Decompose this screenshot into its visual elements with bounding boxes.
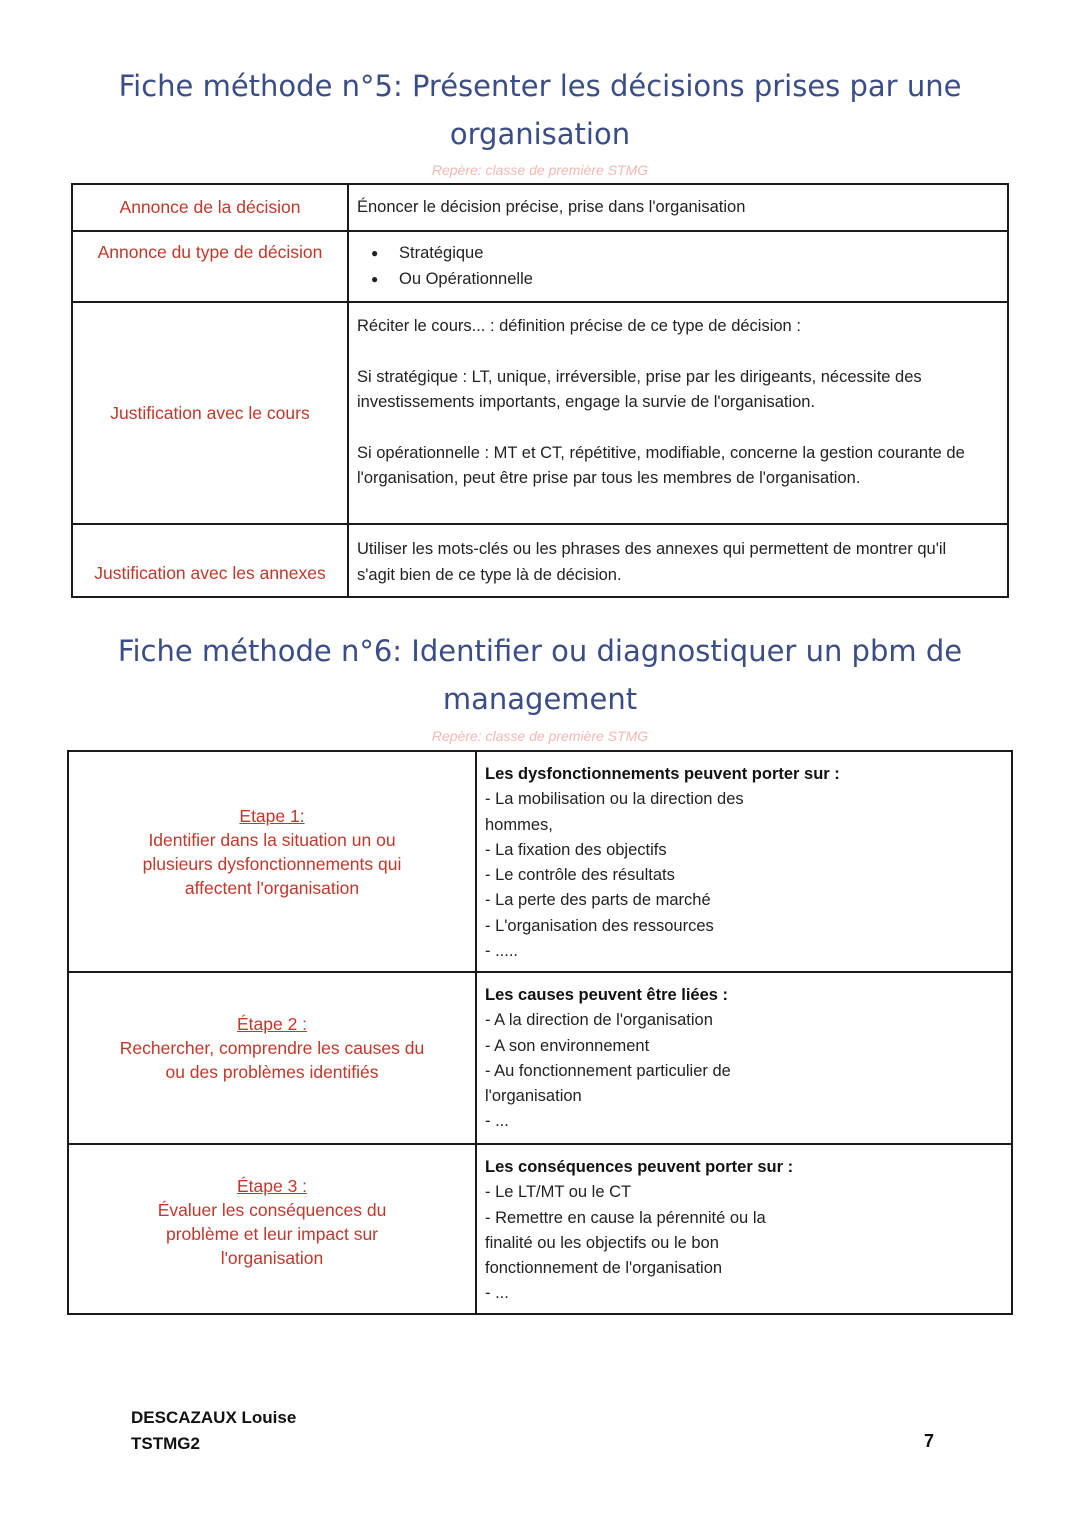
- section5-title-line2: organisation: [449, 117, 631, 151]
- table-row: [72, 524, 1008, 597]
- list-item: - .....: [485, 942, 518, 961]
- table-row: [72, 184, 1008, 231]
- section5-table: [71, 183, 1009, 598]
- step-heading: Etape 1:: [239, 805, 305, 826]
- row-text: Utiliser les mots-clés ou les phrases des annexes qui permettent de montrer qu'il s'agit bien de ce type là de décision.: [348, 524, 1008, 597]
- table-row: [68, 751, 1012, 972]
- list-item: - Le LT/MT ou le CT: [485, 1183, 632, 1202]
- row-label: Justification avec les annexes: [72, 524, 348, 597]
- row-label: Justification avec le cours: [72, 302, 348, 524]
- footer-author: DESCAZAUX Louise: [131, 1408, 297, 1427]
- list-item: - La perte des parts de marché: [485, 891, 711, 910]
- step-details: [476, 1144, 1012, 1314]
- step-details: [476, 972, 1012, 1144]
- list-item: - A son environnement: [485, 1036, 650, 1055]
- row-text: Énoncer le décision précise, prise dans l'organisation: [348, 184, 1008, 231]
- paragraph: Réciter le cours... : définition précise de ce type de décision :: [357, 317, 801, 335]
- decision-type-list: [357, 241, 987, 292]
- step-body: Rechercher, comprendre les causes du ou des problèmes identifiés: [119, 1038, 425, 1082]
- section6-table: [67, 750, 1013, 1315]
- list-item: - Remettre en cause la pérennité ou la finalité ou les objectifs ou le bon fonctionnement de l'organisation: [485, 1208, 766, 1278]
- list-item: - Le contrôle des résultats: [485, 866, 675, 885]
- section6-subtitle: Repère: classe de première STMG: [431, 728, 649, 744]
- section5-title-line1: Fiche méthode n°5: Présenter les décisions prises par une: [118, 69, 962, 103]
- step-label: [68, 972, 476, 1144]
- paragraph: Si stratégique : LT, unique, irréversible, prise par les dirigeants, nécessite des investissements importants, engage la survie de l'organisation.: [357, 367, 922, 411]
- table-row: [72, 231, 1008, 302]
- footer-class: TSTMG2: [131, 1434, 200, 1453]
- row-label: Annonce du type de décision: [72, 231, 348, 302]
- list-item: ● Ou Opérationnelle: [399, 267, 987, 293]
- row-text: [348, 302, 1008, 524]
- paragraph: Si opérationnelle : MT et CT, répétitive, modifiable, concerne la gestion courante de l'organisation, peut être prise par tous les membres de l'organisation.: [357, 443, 965, 487]
- table-row: [68, 1144, 1012, 1314]
- step-body: Évaluer les conséquences du problème et leur impact sur l'organisation: [157, 1199, 387, 1268]
- step-label: [68, 1144, 476, 1314]
- list-item: - Au fonctionnement particulier de l'organisation: [485, 1061, 731, 1106]
- list-item: - ...: [485, 1112, 509, 1131]
- step-body: Identifier dans la situation un ou plusieurs dysfonctionnements qui affectent l'organisation: [142, 829, 402, 898]
- table-row: [68, 972, 1012, 1144]
- section6-title-line1: Fiche méthode n°6: Identifier ou diagnostiquer un pbm de: [117, 634, 963, 668]
- list-title: Les conséquences peuvent porter sur :: [485, 1158, 794, 1176]
- step-heading: Étape 2 :: [236, 1014, 308, 1034]
- list-item: - La fixation des objectifs: [485, 840, 667, 859]
- list-title: Les causes peuvent être liées :: [485, 986, 729, 1004]
- list-item: ● Stratégique: [399, 241, 987, 267]
- list-item: - A la direction de l'organisation: [485, 1011, 713, 1030]
- list-item: - La mobilisation ou la direction des hommes,: [485, 790, 744, 834]
- step-heading: Étape 3 :: [236, 1175, 308, 1196]
- row-label: Annonce de la décision: [72, 184, 348, 231]
- section5-subtitle: Repère: classe de première STMG: [431, 162, 649, 178]
- row-text: [348, 231, 1008, 302]
- section6-title-line2: management: [442, 682, 638, 716]
- step-details: [476, 751, 1012, 972]
- page-number: 7: [924, 1431, 935, 1451]
- table-row: [72, 302, 1008, 524]
- list-item: - ...: [485, 1284, 509, 1303]
- step-label: [68, 751, 476, 972]
- list-title: Les dysfonctionnements peuvent porter sur :: [485, 765, 840, 783]
- list-item: - L'organisation des ressources: [485, 916, 714, 935]
